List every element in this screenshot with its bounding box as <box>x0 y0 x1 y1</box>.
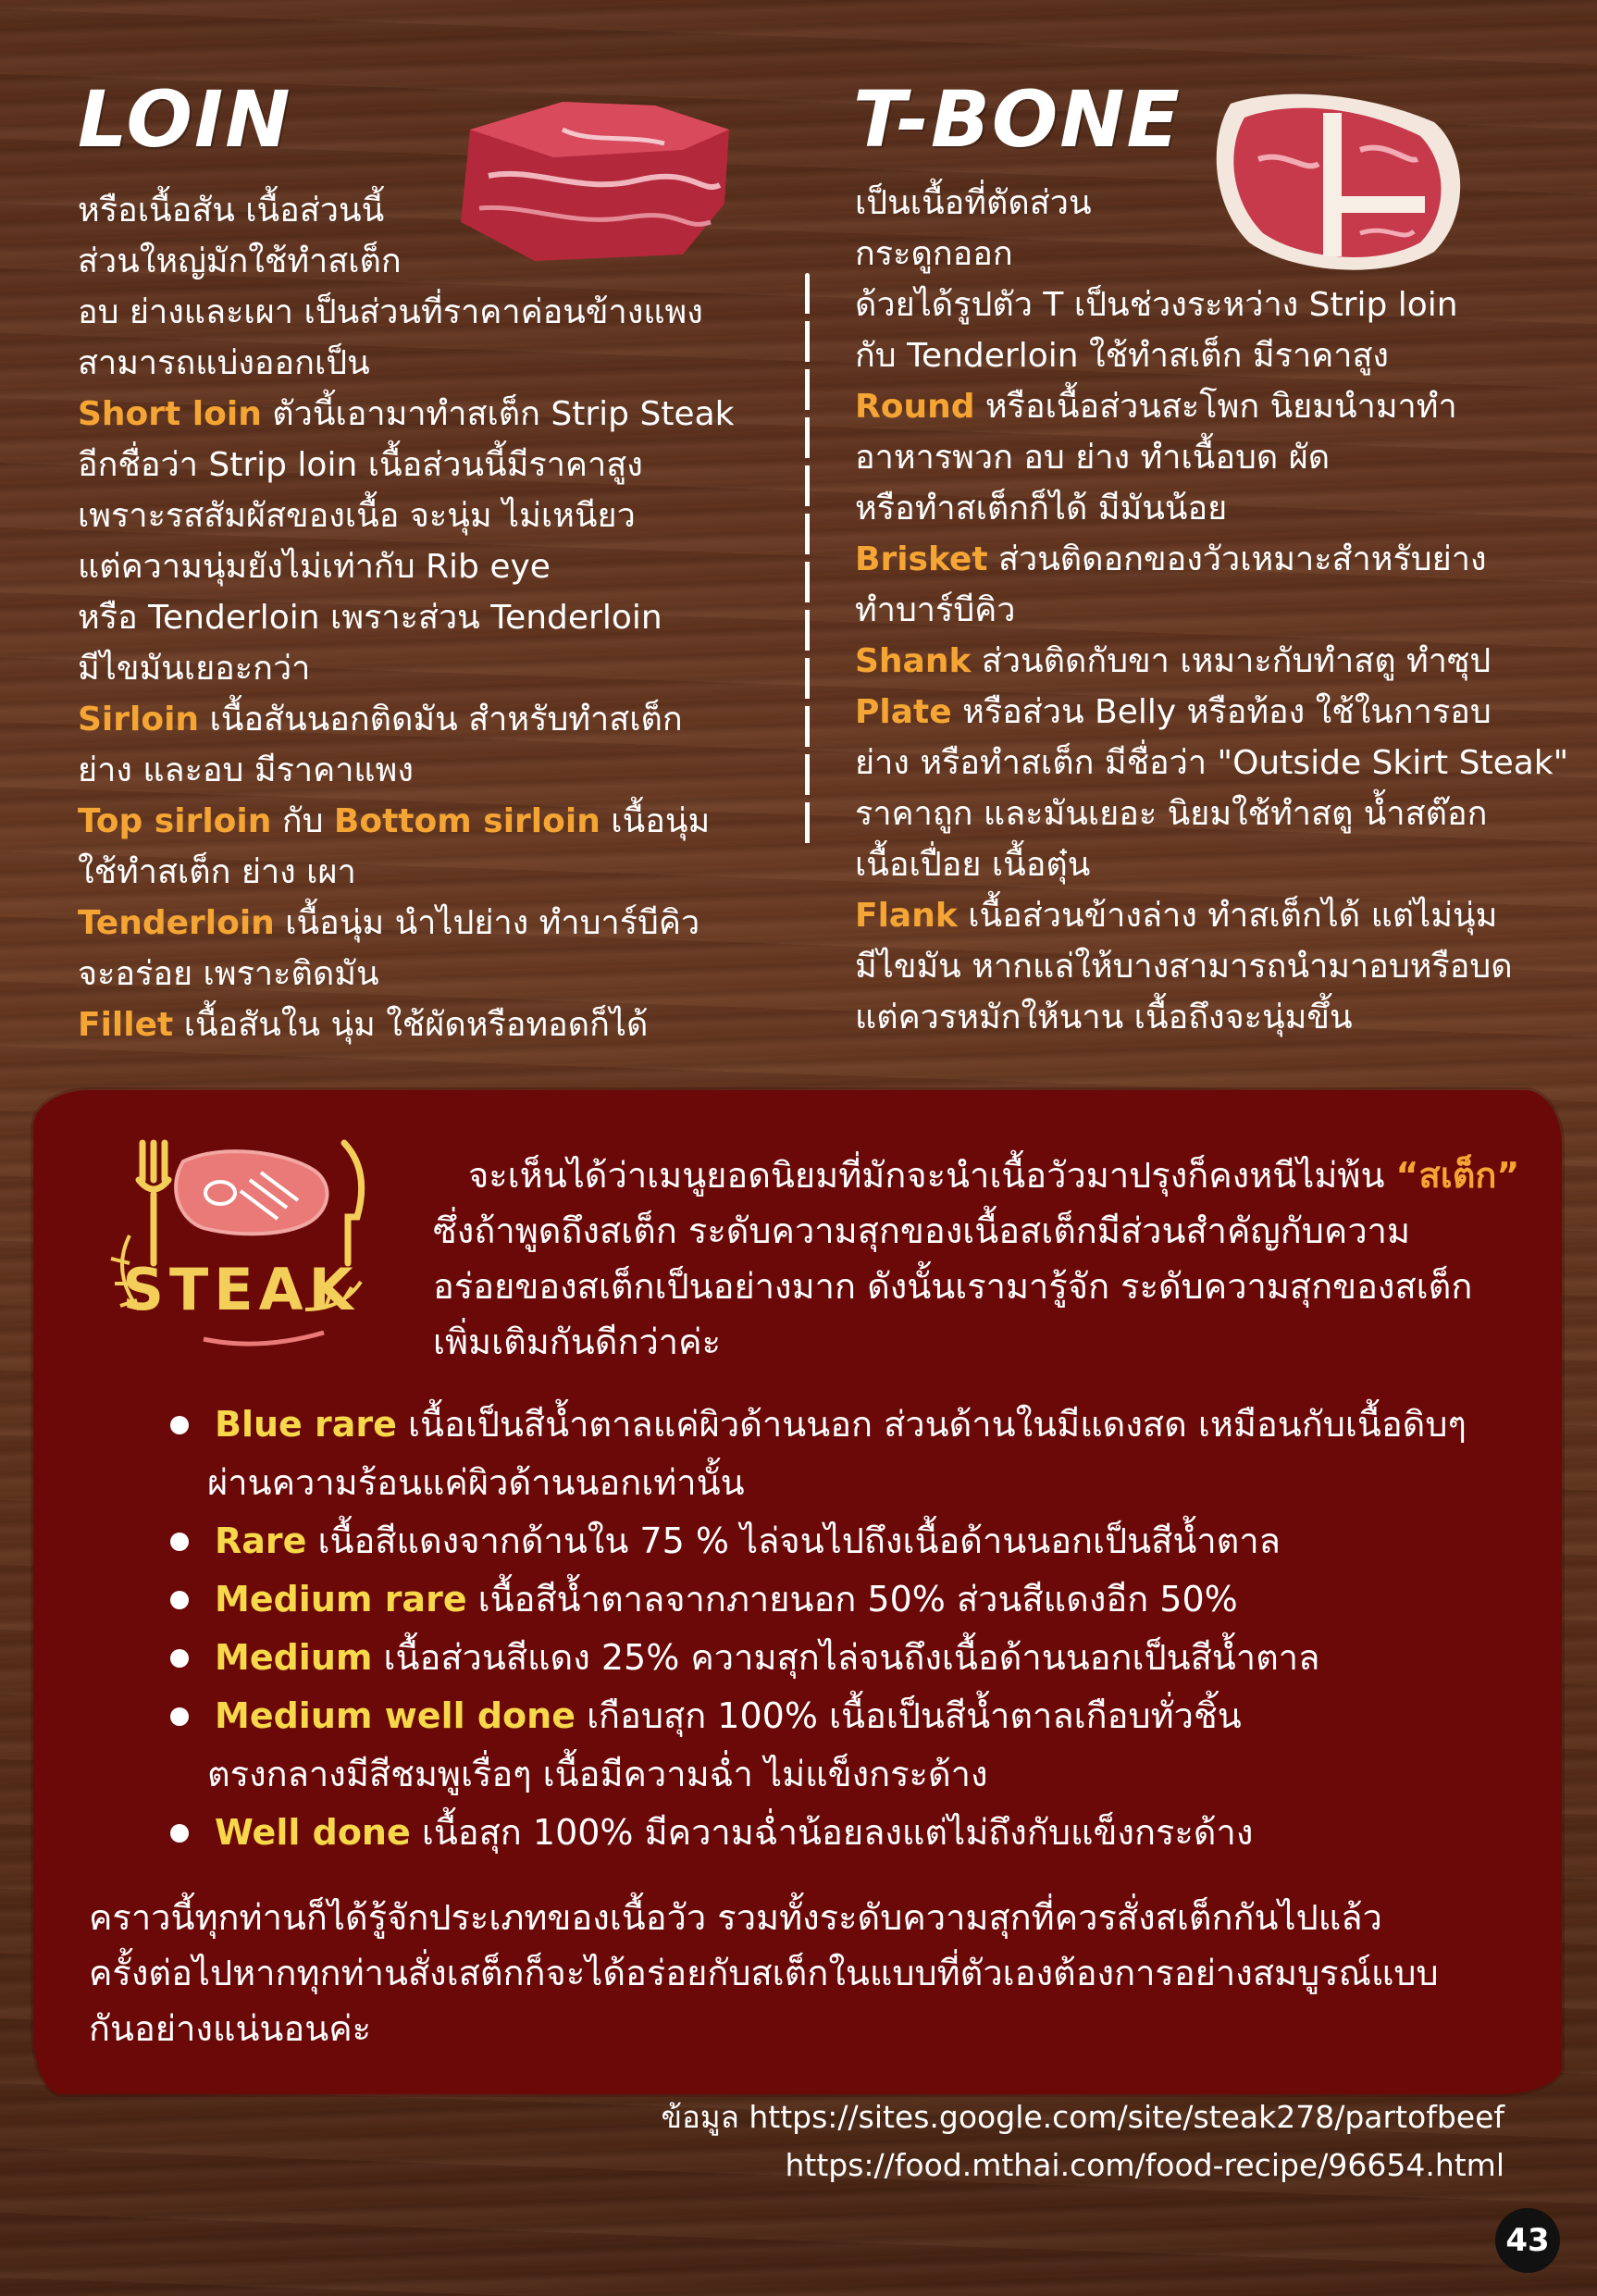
t-bone-text <box>855 178 1568 1043</box>
steak-logo-icon <box>93 1124 389 1365</box>
intro-line: อร่อยของสเต็กเป็นอย่างมาก ดังนั้นเรามารู้จัก ระดับความสุกของสเต็ก <box>433 1266 1473 1307</box>
closing-paragraph <box>89 1890 1439 2056</box>
loin-line: อีกชื่อว่า Strip loin เนื้อส่วนนี้มีราคาสูง <box>78 446 643 484</box>
list-item: Medium rare เนื้อสีน้ำตาลจากภายนอก 50% ส่วนสีแดงอีก 50% <box>167 1570 1467 1629</box>
source-line: ข้อมูล https://sites.google.com/site/steak278/partofbeef <box>661 2099 1504 2135</box>
closing-line: กันอย่างแน่นอนค่ะ <box>89 2008 372 2049</box>
doneness-list <box>167 1396 1467 1862</box>
t-bone-line: ด้วยได้รูปตัว T เป็นช่วงระหว่าง Strip loin <box>855 286 1458 324</box>
t-bone-line: Shank ส่วนติดกับขา เหมาะกับทำสตู ทำซุป <box>855 642 1492 680</box>
loin-line: Short loin ตัวนี้เอามาทำสเต็ก Strip Steak <box>78 395 735 433</box>
t-bone-title: T-BONE <box>853 74 1182 165</box>
loin-line: ใช้ทำสเต็ก ย่าง เผา <box>78 853 356 891</box>
list-item: Well done เนื้อสุก 100% มีความฉ่ำน้อยลงแต่ไม่ถึงกับแข็งกระด้าง <box>167 1804 1467 1862</box>
t-bone-line: Brisket ส่วนติดอกของวัวเหมาะสำหรับย่าง <box>855 540 1487 578</box>
loin-line: Tenderloin เนื้อนุ่ม นำไปย่าง ทำบาร์บีคิว <box>78 904 700 942</box>
t-bone-line: แต่ควรหมักให้นาน เนื้อถึงจะนุ่มขึ้น <box>855 999 1353 1036</box>
loin-line: อบ ย่างและเผา เป็นส่วนที่ราคาค่อนข้างแพง <box>78 293 703 331</box>
loin-title: LOIN <box>78 74 292 165</box>
bullet-icon <box>170 1416 189 1434</box>
doneness-name: Medium <box>215 1637 373 1678</box>
doneness-name: Rare <box>215 1520 307 1561</box>
loin-line: หรือเนื้อสัน เนื้อส่วนนี้ <box>78 192 385 230</box>
t-bone-line: กับ Tenderloin ใช้ทำสเต็ก มีราคาสูง <box>855 337 1390 375</box>
source-credits <box>662 2093 1505 2190</box>
doneness-name: Medium rare <box>215 1579 467 1620</box>
doneness-name: Medium well done <box>215 1695 576 1736</box>
intro-line: จะเห็นได้ว่าเมนูยอดนิยมที่มักจะนำเนื้อวัวมาปรุงก็คงหนีไม่พ้น “สเต็ก” <box>468 1155 1520 1196</box>
bullet-icon <box>170 1707 189 1726</box>
cut-name: Bottom sirloin <box>333 802 600 840</box>
cut-name: Brisket <box>855 540 988 578</box>
loin-line: Top sirloin กับ Bottom sirloin เนื้อนุ่ม <box>78 802 711 840</box>
t-bone-line: ย่าง หรือทำสเต็ก มีชื่อว่า "Outside Skirt Steak" <box>855 744 1569 782</box>
intro-line: เพิ่มเติมกันดีกว่าค่ะ <box>433 1322 721 1362</box>
list-item: Blue rare เนื้อเป็นสีน้ำตาลแค่ผิวด้านนอก ส่วนด้านในมีแดงสด เหมือนกับเนื้อดิบๆ ผ่านความร้อนแค่ผิวด้านนอกเท่านั้น <box>167 1396 1467 1512</box>
loin-line: สามารถแบ่งออกเป็น <box>78 344 370 382</box>
loin-line: ย่าง และอบ มีราคาแพง <box>78 751 414 789</box>
page-number: 43 <box>1495 2208 1560 2273</box>
t-bone-line: Flank เนื้อส่วนข้างล่าง ทำสเต็กได้ แต่ไม่นุ่ม <box>855 897 1498 935</box>
cut-name: Tenderloin <box>78 904 275 942</box>
loin-line: จะอร่อย เพราะติดมัน <box>78 955 379 993</box>
list-item: Medium เนื้อส่วนสีแดง 25% ความสุกไล่จนถึงเนื้อด้านนอกเป็นสีน้ำตาล <box>167 1629 1467 1687</box>
steak-quote: “สเต็ก” <box>1395 1155 1520 1196</box>
doneness-name: Well done <box>215 1812 411 1853</box>
loin-text <box>78 185 735 1050</box>
loin-line: Sirloin เนื้อสันนอกติดมัน สำหรับทำสเต็ก <box>78 701 683 738</box>
loin-line: หรือ Tenderloin เพราะส่วน Tenderloin <box>78 599 662 637</box>
bullet-icon <box>170 1649 189 1668</box>
cut-name: Sirloin <box>78 701 200 738</box>
closing-line: คราวนี้ทุกท่านก็ได้รู้จักประเภทของเนื้อวัว รวมทั้งระดับความสุกที่ควรสั่งสเต็กกันไปแล้ว <box>89 1897 1382 1938</box>
cut-name: Round <box>855 388 975 426</box>
intro-line: ซึ่งถ้าพูดถึงสเต็ก ระดับความสุกของเนื้อสเต็กมีส่วนสำคัญกับความ <box>433 1210 1411 1251</box>
t-bone-line: ราคาถูก และมันเยอะ นิยมใช้ทำสตู น้ำสต๊อก <box>855 795 1488 833</box>
cut-name: Flank <box>855 897 958 935</box>
cut-name: Plate <box>855 693 952 731</box>
list-item: Rare เนื้อสีแดงจากด้านใน 75 % ไล่จนไปถึงเนื้อด้านนอกเป็นสีน้ำตาล <box>167 1512 1467 1570</box>
bullet-icon <box>170 1591 189 1609</box>
loin-line: แต่ความนุ่มยังไม่เท่ากับ Rib eye <box>78 548 551 586</box>
loin-line: เพราะรสสัมผัสของเนื้อ จะนุ่ม ไม่เหนียว <box>78 497 636 535</box>
column-divider <box>805 273 810 847</box>
t-bone-line: Round หรือเนื้อส่วนสะโพก นิยมนำมาทำ <box>855 388 1457 426</box>
bullet-icon <box>170 1824 189 1843</box>
t-bone-line: เป็นเนื้อที่ตัดส่วน <box>855 184 1092 222</box>
cut-name: Top sirloin <box>78 802 272 840</box>
doneness-intro <box>433 1148 1543 1370</box>
t-bone-line: ทำบาร์บีคิว <box>855 591 1016 629</box>
closing-line: ครั้งต่อไปหากทุกท่านสั่งเสต็กก็จะได้อร่อยกับสเต็กในแบบที่ตัวเองต้องการอย่างสมบูรณ์แบบ <box>89 1953 1439 1993</box>
list-item: Medium well done เกือบสุก 100% เนื้อเป็นสีน้ำตาลเกือบทั่วชิ้น ตรงกลางมีสีชมพูเรื่อๆ เนื้อมีความฉ่ำ ไม่แข็งกระด้าง <box>167 1687 1467 1804</box>
doneness-name: Blue rare <box>215 1404 397 1445</box>
loin-line: Fillet เนื้อสันใน นุ่ม ใช้ผัดหรือทอดก็ได้ <box>78 1006 649 1044</box>
source-line: https://food.mthai.com/food-recipe/96654.html <box>785 2147 1504 2183</box>
loin-line: มีไขมันเยอะกว่า <box>78 650 311 688</box>
t-bone-line: อาหารพวก อบ ย่าง ทำเนื้อบด ผัด <box>855 439 1331 477</box>
cut-name: Short loin <box>78 395 262 433</box>
t-bone-line: หรือทำสเต็กก็ได้ มีมันน้อย <box>855 490 1228 527</box>
t-bone-line: กระดูกออก <box>855 235 1013 273</box>
t-bone-line: เนื้อเปื่อย เนื้อตุ๋น <box>855 846 1091 884</box>
steak-logo-text: STEAK <box>122 1256 359 1323</box>
t-bone-line: Plate หรือส่วน Belly หรือท้อง ใช้ในการอบ <box>855 693 1492 731</box>
t-bone-line: มีไขมัน หากแล่ให้บางสามารถนำมาอบหรือบด <box>855 948 1513 986</box>
loin-line: ส่วนใหญ่มักใช้ทำสเต็ก <box>78 242 402 280</box>
bullet-icon <box>170 1533 189 1551</box>
cut-name: Shank <box>855 642 972 680</box>
cut-name: Fillet <box>78 1006 174 1044</box>
